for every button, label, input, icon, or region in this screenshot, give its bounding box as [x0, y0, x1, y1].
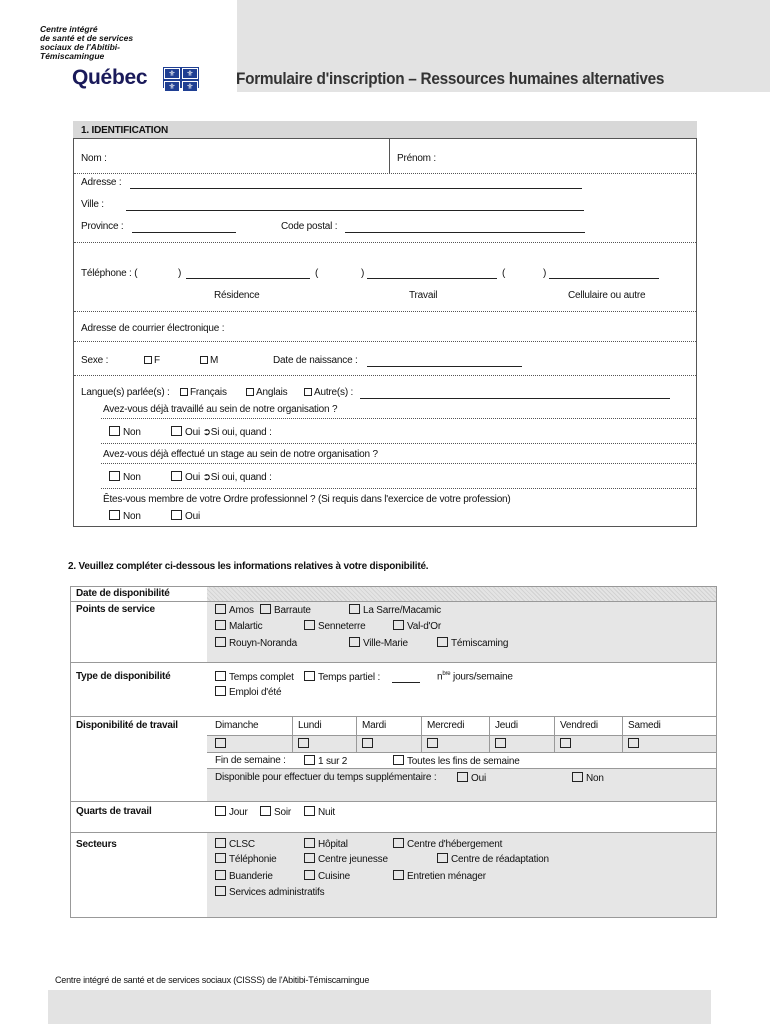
secteur-hebergement[interactable]	[393, 838, 502, 850]
ville-field[interactable]	[126, 210, 584, 211]
option-label: Centre jeunesse	[318, 854, 388, 865]
ordre-non[interactable]	[109, 510, 141, 522]
telephone-travail-field[interactable]	[367, 278, 497, 279]
paren: )	[361, 268, 365, 279]
checkbox-icon[interactable]	[298, 738, 309, 748]
page-title: Formulaire d'inscription – Ressources humaines alternatives	[236, 70, 665, 88]
lundi-checkbox[interactable]	[298, 738, 312, 750]
divider	[70, 662, 717, 663]
point-senneterre[interactable]	[304, 620, 365, 632]
code-postal-label: Code postal :	[281, 221, 338, 232]
emploi-ete-option[interactable]	[215, 686, 281, 698]
divider	[207, 752, 716, 753]
checkbox-icon[interactable]	[215, 671, 226, 681]
checkbox-icon[interactable]	[171, 426, 182, 436]
quart-jour[interactable]	[215, 806, 248, 818]
option-label: Cuisine	[318, 871, 350, 882]
point-ville-marie[interactable]	[349, 637, 408, 649]
francais-option[interactable]	[180, 387, 227, 398]
secteur-cuisine[interactable]	[304, 870, 350, 882]
sexe-m-option[interactable]	[200, 355, 218, 366]
date-disponibilite-field[interactable]	[207, 587, 716, 601]
checkbox-icon[interactable]	[349, 637, 360, 647]
checkbox-icon[interactable]	[260, 806, 271, 816]
footer-text: Centre intégré de santé et de services sociaux (CISSS) de l'Abitibi-Témiscamingue	[55, 975, 370, 985]
cellulaire-caption: Cellulaire ou autre	[568, 290, 646, 301]
checkbox-icon[interactable]	[215, 620, 226, 630]
checkbox-icon[interactable]	[437, 853, 448, 863]
secteurs-label: Secteurs	[76, 839, 117, 850]
org-line: Témiscamingue	[40, 51, 105, 61]
secteur-buanderie[interactable]	[215, 870, 273, 882]
un-sur-deux-option[interactable]	[304, 755, 347, 767]
point-la-sarre[interactable]	[349, 604, 441, 616]
divider	[489, 717, 490, 752]
checkbox-icon[interactable]	[215, 853, 226, 863]
autres-option[interactable]	[304, 387, 353, 398]
dimanche-checkbox[interactable]	[215, 738, 229, 750]
divider	[101, 443, 696, 444]
option-label: F	[154, 355, 160, 366]
jour-vendredi-label: Vendredi	[560, 720, 598, 731]
option-label: Entretien ménager	[407, 871, 486, 882]
disponibilite-heading: 2. Veuillez compléter ci-dessous les informations relatives à votre disponibilité.	[68, 561, 429, 572]
checkbox-icon[interactable]	[628, 738, 639, 748]
option-label: Ville-Marie	[363, 638, 408, 649]
option-label: Autre(s) :	[314, 387, 354, 398]
checkbox-icon[interactable]	[349, 604, 360, 614]
divider	[421, 717, 422, 752]
checkbox-icon[interactable]	[495, 738, 506, 748]
point-val-dor[interactable]	[393, 620, 441, 632]
question-stage: Avez-vous déjà effectué un stage au sein de notre organisation ?	[103, 449, 378, 460]
checkbox-icon[interactable]	[437, 637, 448, 647]
checkbox-icon[interactable]	[215, 738, 226, 748]
code-postal-field[interactable]	[345, 232, 585, 233]
checkbox-icon[interactable]	[109, 510, 120, 520]
option-label: Rouyn-Noranda	[229, 638, 297, 649]
checkbox-icon[interactable]	[393, 870, 404, 880]
divider	[74, 341, 696, 342]
option-label: Oui	[185, 511, 200, 522]
jeudi-checkbox[interactable]	[495, 738, 509, 750]
autres-field[interactable]	[360, 398, 670, 399]
jour-lundi-label: Lundi	[298, 720, 322, 731]
quebec-logo-text: Québec	[72, 66, 148, 89]
option-label: M	[210, 355, 219, 366]
divider	[74, 242, 696, 243]
checkbox-icon[interactable]	[109, 426, 120, 436]
option-label: Anglais	[256, 387, 288, 398]
naissance-label: Date de naissance :	[273, 355, 358, 366]
option-label: Temps complet	[229, 672, 294, 683]
sexe-label: Sexe :	[81, 355, 109, 366]
divider	[74, 375, 696, 376]
secteur-entretien[interactable]	[393, 870, 486, 882]
checkbox-icon[interactable]	[393, 755, 404, 765]
jour-dimanche-label: Dimanche	[215, 720, 259, 731]
divider	[74, 173, 696, 174]
divider	[622, 717, 623, 752]
jour-jeudi-label: Jeudi	[495, 720, 518, 731]
telephone-residence-field[interactable]	[186, 278, 310, 279]
disponibilite-travail-label: Disponibilité de travail	[76, 720, 178, 731]
travaille-oui[interactable]	[171, 426, 272, 438]
question-ordre: Êtes-vous membre de votre Ordre professionnel ? (Si requis dans l'exercice de votre profession)	[103, 494, 511, 505]
jours-field[interactable]	[392, 682, 420, 683]
travaille-non[interactable]	[109, 426, 141, 438]
checkbox-icon[interactable]	[215, 637, 226, 647]
option-label: Non	[123, 472, 141, 483]
divider	[70, 801, 717, 802]
jour-samedi-label: Samedi	[628, 720, 661, 731]
checkbox-icon[interactable]	[304, 853, 315, 863]
checkbox-icon[interactable]	[215, 686, 226, 696]
si-oui-label: Si oui, quand :	[210, 472, 272, 483]
sexe-f-option[interactable]	[144, 355, 160, 366]
date-disponibilite-label: Date de disponibilité	[76, 588, 170, 599]
option-label: Services administratifs	[229, 887, 325, 898]
naissance-field[interactable]	[367, 366, 522, 367]
prenom-label: Prénom :	[397, 153, 436, 164]
checkbox-icon[interactable]	[362, 738, 373, 748]
residence-caption: Résidence	[214, 290, 260, 301]
checkbox-icon[interactable]	[393, 620, 404, 630]
quart-soir[interactable]	[260, 806, 291, 818]
option-label: Temps partiel :	[318, 672, 381, 683]
fin-semaine-label: Fin de semaine :	[215, 755, 286, 766]
divider	[101, 418, 696, 419]
point-malartic[interactable]	[215, 620, 262, 632]
checkbox-icon[interactable]	[171, 510, 182, 520]
divider	[207, 735, 716, 736]
jour-mardi-label: Mardi	[362, 720, 387, 731]
checkbox-icon[interactable]	[393, 838, 404, 848]
option-label: Oui	[185, 427, 200, 438]
temps-supp-label: Disponible pour effectuer du temps supplémentaire :	[215, 772, 437, 783]
checkbox-icon[interactable]	[304, 671, 315, 681]
checkbox-icon[interactable]	[171, 471, 182, 481]
quebec-flag-icon: ⚜ ⚜ ⚜ ⚜	[163, 67, 199, 88]
identification-heading: 1. IDENTIFICATION	[81, 125, 168, 136]
checkbox-icon[interactable]	[215, 870, 226, 880]
option-label: Emploi d'été	[229, 687, 282, 698]
checkbox-icon[interactable]	[215, 886, 226, 896]
courriel-label: Adresse de courrier électronique :	[81, 323, 225, 334]
divider	[101, 463, 696, 464]
secteur-hopital[interactable]	[304, 838, 348, 850]
checkbox-icon[interactable]	[215, 806, 226, 816]
arrow-icon: ➲	[202, 427, 211, 438]
quarts-travail-label: Quarts de travail	[76, 806, 152, 817]
jours-semaine-label: $n^{bre}$ jours/semaine	[437, 671, 513, 683]
option-label: Soir	[274, 807, 291, 818]
checkbox-icon[interactable]	[215, 838, 226, 848]
adresse-field[interactable]	[130, 188, 582, 189]
temps-partiel-option[interactable]	[304, 671, 380, 683]
question-travaille: Avez-vous déjà travaillé au sein de notre organisation ?	[103, 404, 338, 415]
quart-nuit[interactable]	[304, 806, 335, 818]
supp-non-option[interactable]	[572, 772, 604, 784]
secteur-readaptation[interactable]	[437, 853, 549, 865]
option-label: Centre de réadaptation	[451, 854, 549, 865]
paren: (	[502, 268, 506, 279]
option-label: Val-d'Or	[407, 621, 442, 632]
option-label: Non	[123, 427, 141, 438]
checkbox-icon[interactable]	[109, 471, 120, 481]
province-label: Province :	[81, 221, 124, 232]
province-field[interactable]	[132, 232, 236, 233]
org-line: sociaux de l'Abitibi-	[40, 42, 120, 52]
points-service-label: Points de service	[76, 604, 155, 615]
option-label: CLSC	[229, 839, 255, 850]
telephone-label: Téléphone : (	[81, 268, 138, 279]
checkbox-icon[interactable]	[304, 620, 315, 630]
checkbox-icon[interactable]	[215, 604, 226, 614]
ordre-oui[interactable]	[171, 510, 200, 522]
option-label: Amos	[229, 605, 254, 616]
travail-caption: Travail	[409, 290, 438, 301]
option-label: Témiscaming	[451, 638, 509, 649]
checkbox-icon[interactable]	[304, 838, 315, 848]
jours-semaine-text: jours/semaine	[453, 671, 513, 683]
checkbox-icon[interactable]	[560, 738, 571, 748]
org-line: de santé et de services	[40, 33, 134, 43]
secteur-jeunesse[interactable]	[304, 853, 388, 865]
point-amos[interactable]	[215, 604, 254, 616]
option-label: Hôpital	[318, 839, 348, 850]
checkbox-icon[interactable]	[260, 604, 271, 614]
option-label: Français	[190, 387, 227, 398]
divider	[70, 716, 717, 717]
checkbox-icon[interactable]	[180, 388, 188, 396]
checkbox-icon[interactable]	[200, 356, 208, 364]
point-rouyn-noranda[interactable]	[215, 637, 297, 649]
divider	[292, 717, 293, 752]
option-label: Malartic	[229, 621, 263, 632]
footer-band	[48, 990, 711, 1024]
jour-mercredi-label: Mercredi	[427, 720, 465, 731]
si-oui-label: Si oui, quand :	[210, 427, 272, 438]
option-label: Oui	[185, 472, 200, 483]
stage-oui[interactable]	[171, 471, 272, 483]
checkbox-icon[interactable]	[427, 738, 438, 748]
samedi-checkbox[interactable]	[628, 738, 642, 750]
option-label: Jour	[229, 807, 248, 818]
mercredi-checkbox[interactable]	[427, 738, 441, 750]
checkbox-icon[interactable]	[304, 755, 315, 765]
langues-label: Langue(s) parlée(s) :	[81, 387, 170, 398]
option-label: Oui	[471, 773, 486, 784]
option-label: Barraute	[274, 605, 311, 616]
option-label: Toutes les fins de semaine	[407, 756, 520, 767]
option-label: Non	[123, 511, 141, 522]
checkbox-icon[interactable]	[304, 870, 315, 880]
paren: (	[315, 268, 319, 279]
anglais-option[interactable]	[246, 387, 287, 398]
supp-oui-option[interactable]	[457, 772, 486, 784]
divider	[389, 139, 390, 173]
point-barraute[interactable]	[260, 604, 311, 616]
divider	[74, 311, 696, 312]
option-label: Nuit	[318, 807, 335, 818]
divider	[356, 717, 357, 752]
temps-complet-option[interactable]	[215, 671, 294, 683]
option-label: La Sarre/Macamic	[363, 605, 441, 616]
stage-non[interactable]	[109, 471, 141, 483]
toutes-fins-option[interactable]	[393, 755, 520, 767]
checkbox-icon[interactable]	[304, 388, 312, 396]
point-temiscaming[interactable]	[437, 637, 508, 649]
checkbox-icon[interactable]	[246, 388, 254, 396]
checkbox-icon[interactable]	[572, 772, 583, 782]
ville-label: Ville :	[81, 199, 104, 210]
secteur-telephonie[interactable]	[215, 853, 276, 865]
adresse-label: Adresse :	[81, 177, 122, 188]
option-label: Téléphonie	[229, 854, 277, 865]
option-label: Buanderie	[229, 871, 273, 882]
telephone-cellulaire-field[interactable]	[549, 278, 659, 279]
option-label: Senneterre	[318, 621, 366, 632]
vendredi-checkbox[interactable]	[560, 738, 574, 750]
divider	[554, 717, 555, 752]
divider	[101, 488, 696, 489]
arrow-icon: ➲	[202, 472, 211, 483]
organization-name	[40, 25, 190, 61]
secteur-clsc[interactable]	[215, 838, 255, 850]
option-label: Centre d'hébergement	[407, 839, 503, 850]
option-label: 1 sur 2	[318, 756, 348, 767]
nom-label: Nom :	[81, 153, 107, 164]
checkbox-icon[interactable]	[144, 356, 152, 364]
checkbox-icon[interactable]	[304, 806, 315, 816]
type-disponibilite-label: Type de disponibilité	[76, 671, 171, 682]
paren: )	[543, 268, 547, 279]
mardi-checkbox[interactable]	[362, 738, 376, 750]
option-label: Non	[586, 773, 604, 784]
paren: )	[178, 268, 182, 279]
org-line: Centre intégré	[40, 24, 98, 34]
checkbox-icon[interactable]	[457, 772, 468, 782]
secteur-administratifs[interactable]	[215, 886, 324, 898]
